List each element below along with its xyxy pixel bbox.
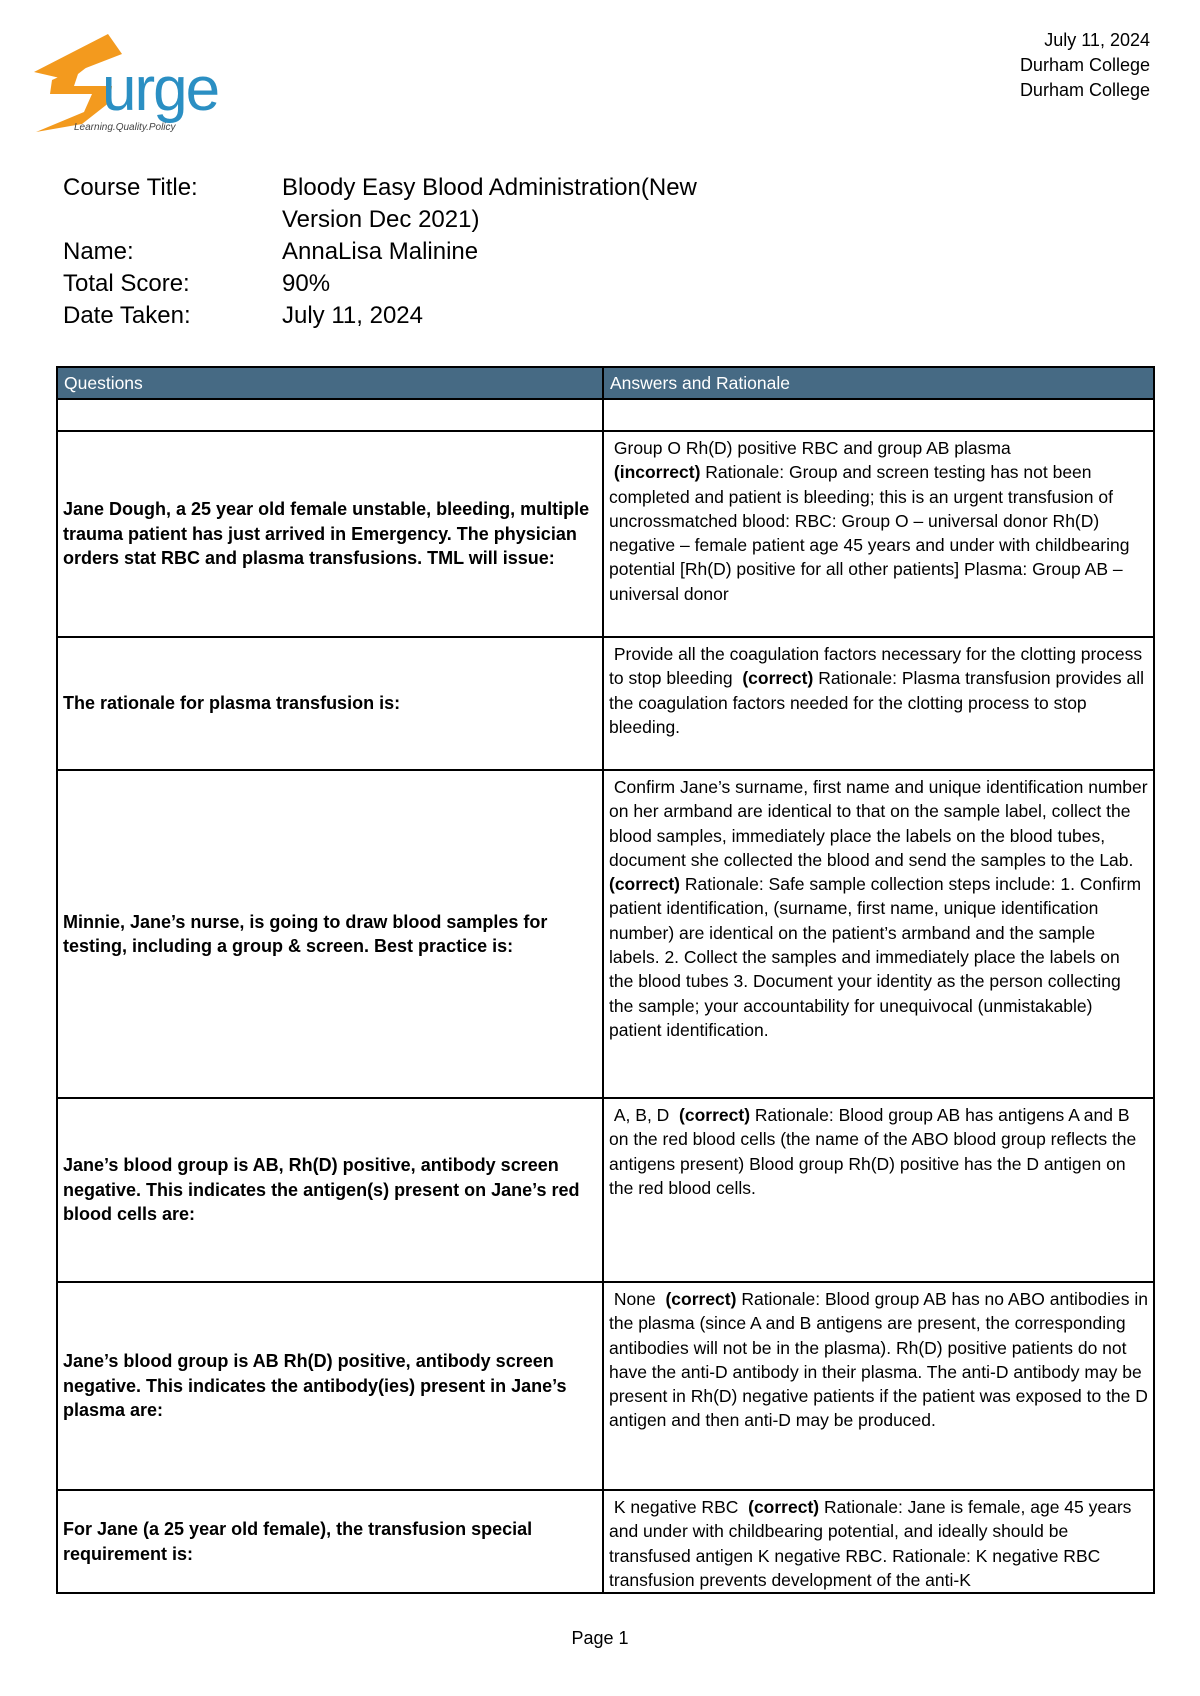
meta-date-row	[63, 300, 783, 332]
answer-text: Group O Rh(D) positive RBC and group AB plasma	[613, 438, 1011, 458]
question-cell: The rationale for plasma transfusion is:	[57, 637, 603, 770]
answer-cell	[603, 1098, 1154, 1282]
course-meta	[63, 172, 783, 332]
answer-text: Confirm Jane’s surname, first name and unique identification number on her armband are identical to that on the sample label, collect the blood samples, immediately place the labels on the blood tubes, document she collected the blood and send the samples to the Lab.	[609, 777, 1148, 870]
table-row-blank	[57, 399, 1154, 431]
page-number: Page 1	[571, 1628, 629, 1648]
logo-wordmark: urge	[102, 55, 219, 124]
answer-cell	[603, 1282, 1154, 1490]
question-cell: For Jane (a 25 year old female), the transfusion special requirement is:	[57, 1490, 603, 1593]
table-header-row	[57, 367, 1154, 399]
meta-name-row	[63, 236, 783, 268]
answer-cell	[603, 637, 1154, 770]
question-cell: Jane Dough, a 25 year old female unstable, bleeding, multiple trauma patient has just arrived in Emergency. The physician orders stat RBC and plasma transfusions. TML will issue:	[57, 431, 603, 637]
course-title-value: Bloody Easy Blood Administration(New Version Dec 2021)	[282, 174, 697, 233]
date-taken-label: Date Taken:	[63, 302, 191, 329]
rationale-text: Rationale: Plasma transfusion provides all the coagulation factors needed for the clotting process to stop bleeding.	[609, 668, 1145, 737]
blank-cell	[603, 399, 1154, 431]
table-row	[57, 1098, 1154, 1282]
status-badge: (correct)	[609, 874, 680, 895]
table-row	[57, 770, 1154, 1098]
col-header-questions: Questions	[57, 367, 603, 399]
table-row	[57, 1282, 1154, 1490]
answer-text: Provide all the coagulation factors necessary for the clotting process to stop bleeding	[609, 644, 1143, 689]
status-badge: (correct)	[748, 1497, 820, 1517]
rationale-text: Rationale: Group and screen testing has not been completed and patient is bleeding; this is an urgent transfusion of uncrossmatched blood: RBC: Group O – universal donor Rh(D) negative – female patient age 45 years and under with childbearing potential [Rh(D) positive for all other patients] Plasma: Group AB – universal donor	[609, 462, 1130, 604]
question-cell: Jane’s blood group is AB Rh(D) positive, antibody screen negative. This indicates the antibody(ies) present in Jane’s plasma are:	[57, 1282, 603, 1490]
logo-tagline: Learning.Quality.Policy	[74, 122, 176, 133]
rationale-text: Rationale: Blood group AB has antigens A and B on the red blood cells (the name of the ABO blood group reflects the antigens present) Blood group Rh(D) positive has the D antigen on the red blood cells.	[609, 1105, 1137, 1198]
answer-cell	[603, 431, 1154, 637]
name-value: AnnaLisa Malinine	[282, 238, 479, 265]
answer-cell	[603, 770, 1154, 1098]
status-badge: (incorrect)	[613, 462, 701, 483]
rationale-text: Rationale: Jane is female, age 45 years and under with childbearing potential, and ideally should be transfused antigen K negative RBC. Rationale: K negative RBC transfusion prevents development of the anti-K	[609, 1497, 1132, 1590]
answer-text: A, B, D	[613, 1105, 670, 1125]
surge-logo	[30, 32, 270, 140]
course-title-label: Course Title:	[63, 174, 198, 201]
total-score-value: 90%	[282, 270, 331, 297]
meta-course-row	[63, 172, 783, 236]
table-row	[57, 637, 1154, 770]
question-cell: Minnie, Jane’s nurse, is going to draw blood samples for testing, including a group & screen. Best practice is:	[57, 770, 603, 1098]
table-row	[57, 1490, 1154, 1593]
status-badge: (correct)	[742, 668, 814, 689]
header-info	[1020, 28, 1150, 103]
rationale-text: Rationale: Blood group AB has no ABO antibodies in the plasma (since A and B antigens are present, the corresponding antibodies will not be in the plasma). Rh(D) positive patients do not have the anti-D antibody in their plasma. The anti-D antibody may be present in Rh(D) negative patients if the patient was exposed to the D antigen and then anti-D may be produced.	[609, 1289, 1148, 1431]
answer-text: K negative RBC	[613, 1497, 739, 1517]
blank-cell	[57, 399, 603, 431]
name-label: Name:	[63, 238, 134, 265]
question-cell: Jane’s blood group is AB, Rh(D) positive, antibody screen negative. This indicates the antigen(s) present on Jane’s red blood cells are:	[57, 1098, 603, 1282]
rationale-text: Rationale: Safe sample collection steps include: 1. Confirm patient identification, (surname, first name, unique identification number) are identical on the patient’s armband and the sample labels. 2. Collect the samples and immediately place the labels on the blood tubes 3. Document your identity as the person collecting the sample; your accountability for unequivocal (unmistakable) patient identification.	[609, 874, 1142, 1040]
answer-text: None	[613, 1289, 656, 1309]
table-row	[57, 431, 1154, 637]
total-score-label: Total Score:	[63, 270, 190, 297]
meta-score-row	[63, 268, 783, 300]
status-badge: (correct)	[679, 1105, 751, 1125]
date-taken-value: July 11, 2024	[282, 302, 423, 329]
answer-cell	[603, 1490, 1154, 1593]
header-org-secondary: Durham College	[1019, 80, 1150, 100]
col-header-answers: Answers and Rationale	[603, 367, 1154, 399]
questions-table	[56, 366, 1155, 1594]
status-badge: (correct)	[665, 1289, 737, 1309]
header-date: July 11, 2024	[1044, 30, 1150, 50]
header-org: Durham College	[1019, 55, 1150, 75]
